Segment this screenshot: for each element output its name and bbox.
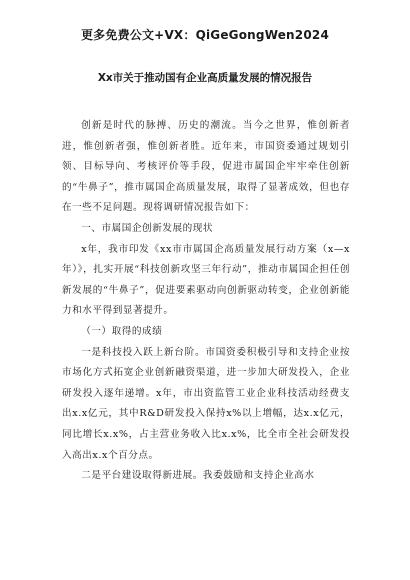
promo-header: 更多免费公文+VX：QiGeGongWen2024 — [80, 28, 329, 42]
achievement-paragraph-1: 一是科技投入跃上新台阶。市国资委积极引导和支持企业按市场化方式拓宽企业创新融资渠道，进一步加大研发投入，企业研发投入逐年递增。x年，市出资监管工业企业科技活动经费支出x.x亿元，其中R&D研发投入保持x%以上增幅，达x.x亿元，同比增长x.x%，占主营业务收入比x.x%，比全市全社会研发投入高出x.x个百分点。 — [62, 346, 350, 461]
subsection-heading: （一）取得的成绩 — [81, 325, 163, 337]
document-title: Xx市关于推动国有企业高质量发展的情况报告 — [97, 72, 313, 84]
section-paragraph: x年，我市印发《xx市市属国企高质量发展行动方案（x—x年）》，扎实开展“科技创新攻坚三年行动”，推动市属国企担任创新发展的“牛鼻子”，促进要素驱动向创新驱动转变，企业创新能力和水平得到显著提升。 — [62, 243, 350, 317]
achievement-paragraph-2: 二是平台建设取得新进展。我委鼓励和支持企业高水 — [81, 470, 315, 482]
intro-paragraph: 创新是时代的脉搏、历史的潮流。当今之世界，惟创新者进，惟创新者强，惟创新者胜。近年来，市国资委通过规划引领、目标导向、考核评价等手段，促进市属国企牢牢牵住创新的“牛鼻子”，推市属国企高质量发展，取得了显著成效，但也存在一些不足问题。现将调研情况报告如下： — [62, 120, 350, 214]
document-body — [62, 116, 350, 487]
section-heading: 一、市属国企创新发展的现状 — [81, 222, 214, 234]
